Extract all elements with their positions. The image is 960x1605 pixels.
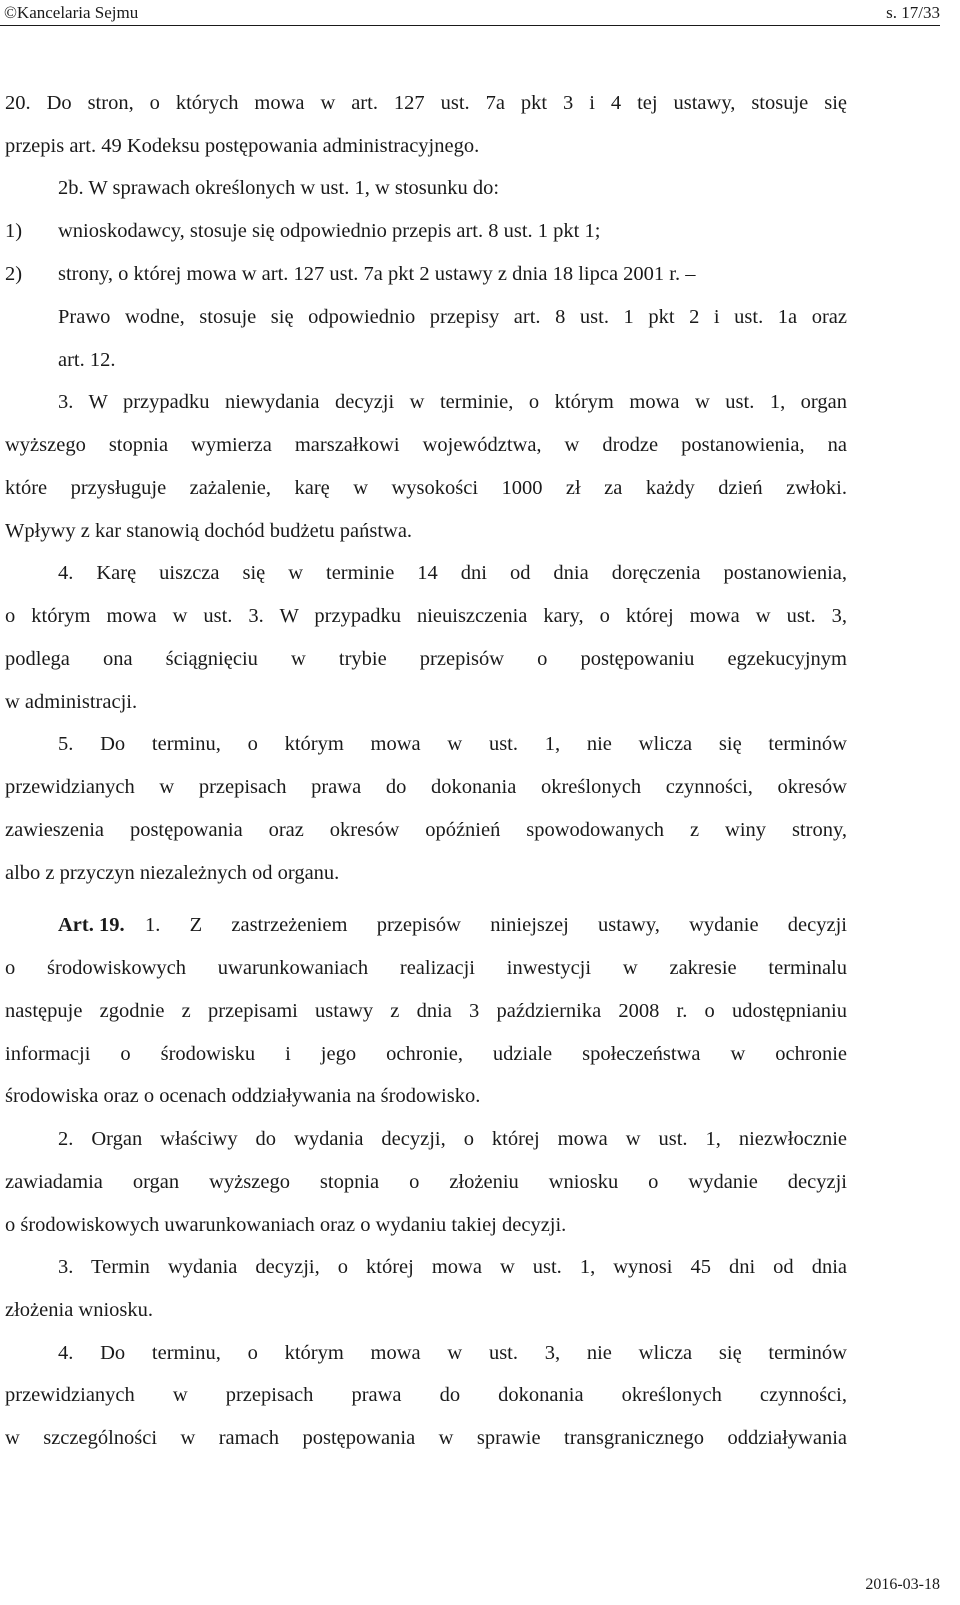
footer-date: 2016-03-18 [865,1576,940,1593]
text-line: które przysługuje zażalenie, karę w wysokości 1000 zł za każdy dzień zwłoki. [5,477,847,499]
text-line: 3. W przypadku niewydania decyzji w terminie, o którym mowa w ust. 1, organ [58,391,847,413]
text-line: wnioskodawcy, stosuje się odpowiednio przepis art. 8 ust. 1 pkt 1; [58,220,601,242]
text-line: wyższego stopnia wymierza marszałkowi województwa, w drodze postanowienia, na [5,434,847,456]
text-line: zawieszenia postępowania oraz okresów opóźnień spowodowanych z winy strony, [5,819,847,841]
text-line: art. 12. [58,349,116,371]
page-number: s. 17/33 [886,3,940,22]
text-line: 3. Termin wydania decyzji, o której mowa w ust. 1, wynosi 45 dni od dnia [58,1256,847,1278]
header-divider [0,25,940,26]
article-heading: Art. 19. [58,914,125,936]
text-line: środowiska oraz o ocenach oddziaływania na środowisko. [5,1085,481,1107]
list-marker: 2) [5,263,23,285]
text-line: podlega ona ściągnięciu w trybie przepisów o postępowaniu egzekucyjnym [5,648,847,670]
text-line: 5. Do terminu, o którym mowa w ust. 1, nie wlicza się terminów [58,733,847,755]
copyright-label: ©Kancelaria Sejmu [4,3,139,22]
text-line: o środowiskowych uwarunkowaniach realizacji inwestycji w zakresie terminalu [5,957,847,979]
text-line: strony, o której mowa w art. 127 ust. 7a pkt 2 ustawy z dnia 18 lipca 2001 r. – [58,263,696,285]
page-header [0,0,960,28]
text-line: złożenia wniosku. [5,1299,154,1321]
text-line: 4. Karę uiszcza się w terminie 14 dni od dnia doręczenia postanowienia, [58,562,847,584]
text-line: przewidzianych w przepisach prawa do dokonania określonych czynności, [5,1384,847,1406]
text-line: informacji o środowisku i jego ochronie, udziale społeczeństwa w ochronie [5,1043,847,1065]
text-line: w szczególności w ramach postępowania w sprawie transgranicznego oddziaływania [5,1427,847,1449]
list-marker: 1) [5,220,23,242]
text-line: 1. Z zastrzeżeniem przepisów niniejszej ustawy, wydanie decyzji [145,914,847,936]
text-line: zawiadamia organ wyższego stopnia o złożeniu wniosku o wydanie decyzji [5,1171,847,1193]
text-line: następuje zgodnie z przepisami ustawy z dnia 3 października 2008 r. o udostępnianiu [5,1000,847,1022]
text-line: o którym mowa w ust. 3. W przypadku nieuiszczenia kary, o której mowa w ust. 3, [5,605,847,627]
text-line: przepis art. 49 Kodeksu postępowania administracyjnego. [5,135,480,157]
text-line: 2. Organ właściwy do wydania decyzji, o której mowa w ust. 1, niezwłocznie [58,1128,847,1150]
text-line: albo z przyczyn niezależnych od organu. [5,862,340,884]
text-line: przewidzianych w przepisach prawa do dokonania określonych czynności, okresów [5,776,847,798]
text-line: 2b. W sprawach określonych w ust. 1, w stosunku do: [58,177,500,199]
text-line: Prawo wodne, stosuje się odpowiednio przepisy art. 8 ust. 1 pkt 2 i ust. 1a oraz [58,306,847,328]
text-line: w administracji. [5,691,138,713]
text-line: 20. Do stron, o których mowa w art. 127 ust. 7a pkt 3 i 4 tej ustawy, stosuje się [5,92,847,114]
text-line: o środowiskowych uwarunkowaniach oraz o wydaniu takiej decyzji. [5,1214,567,1236]
text-line: Wpływy z kar stanowią dochód budżetu państwa. [5,520,413,542]
text-line: 4. Do terminu, o którym mowa w ust. 3, nie wlicza się terminów [58,1342,847,1364]
